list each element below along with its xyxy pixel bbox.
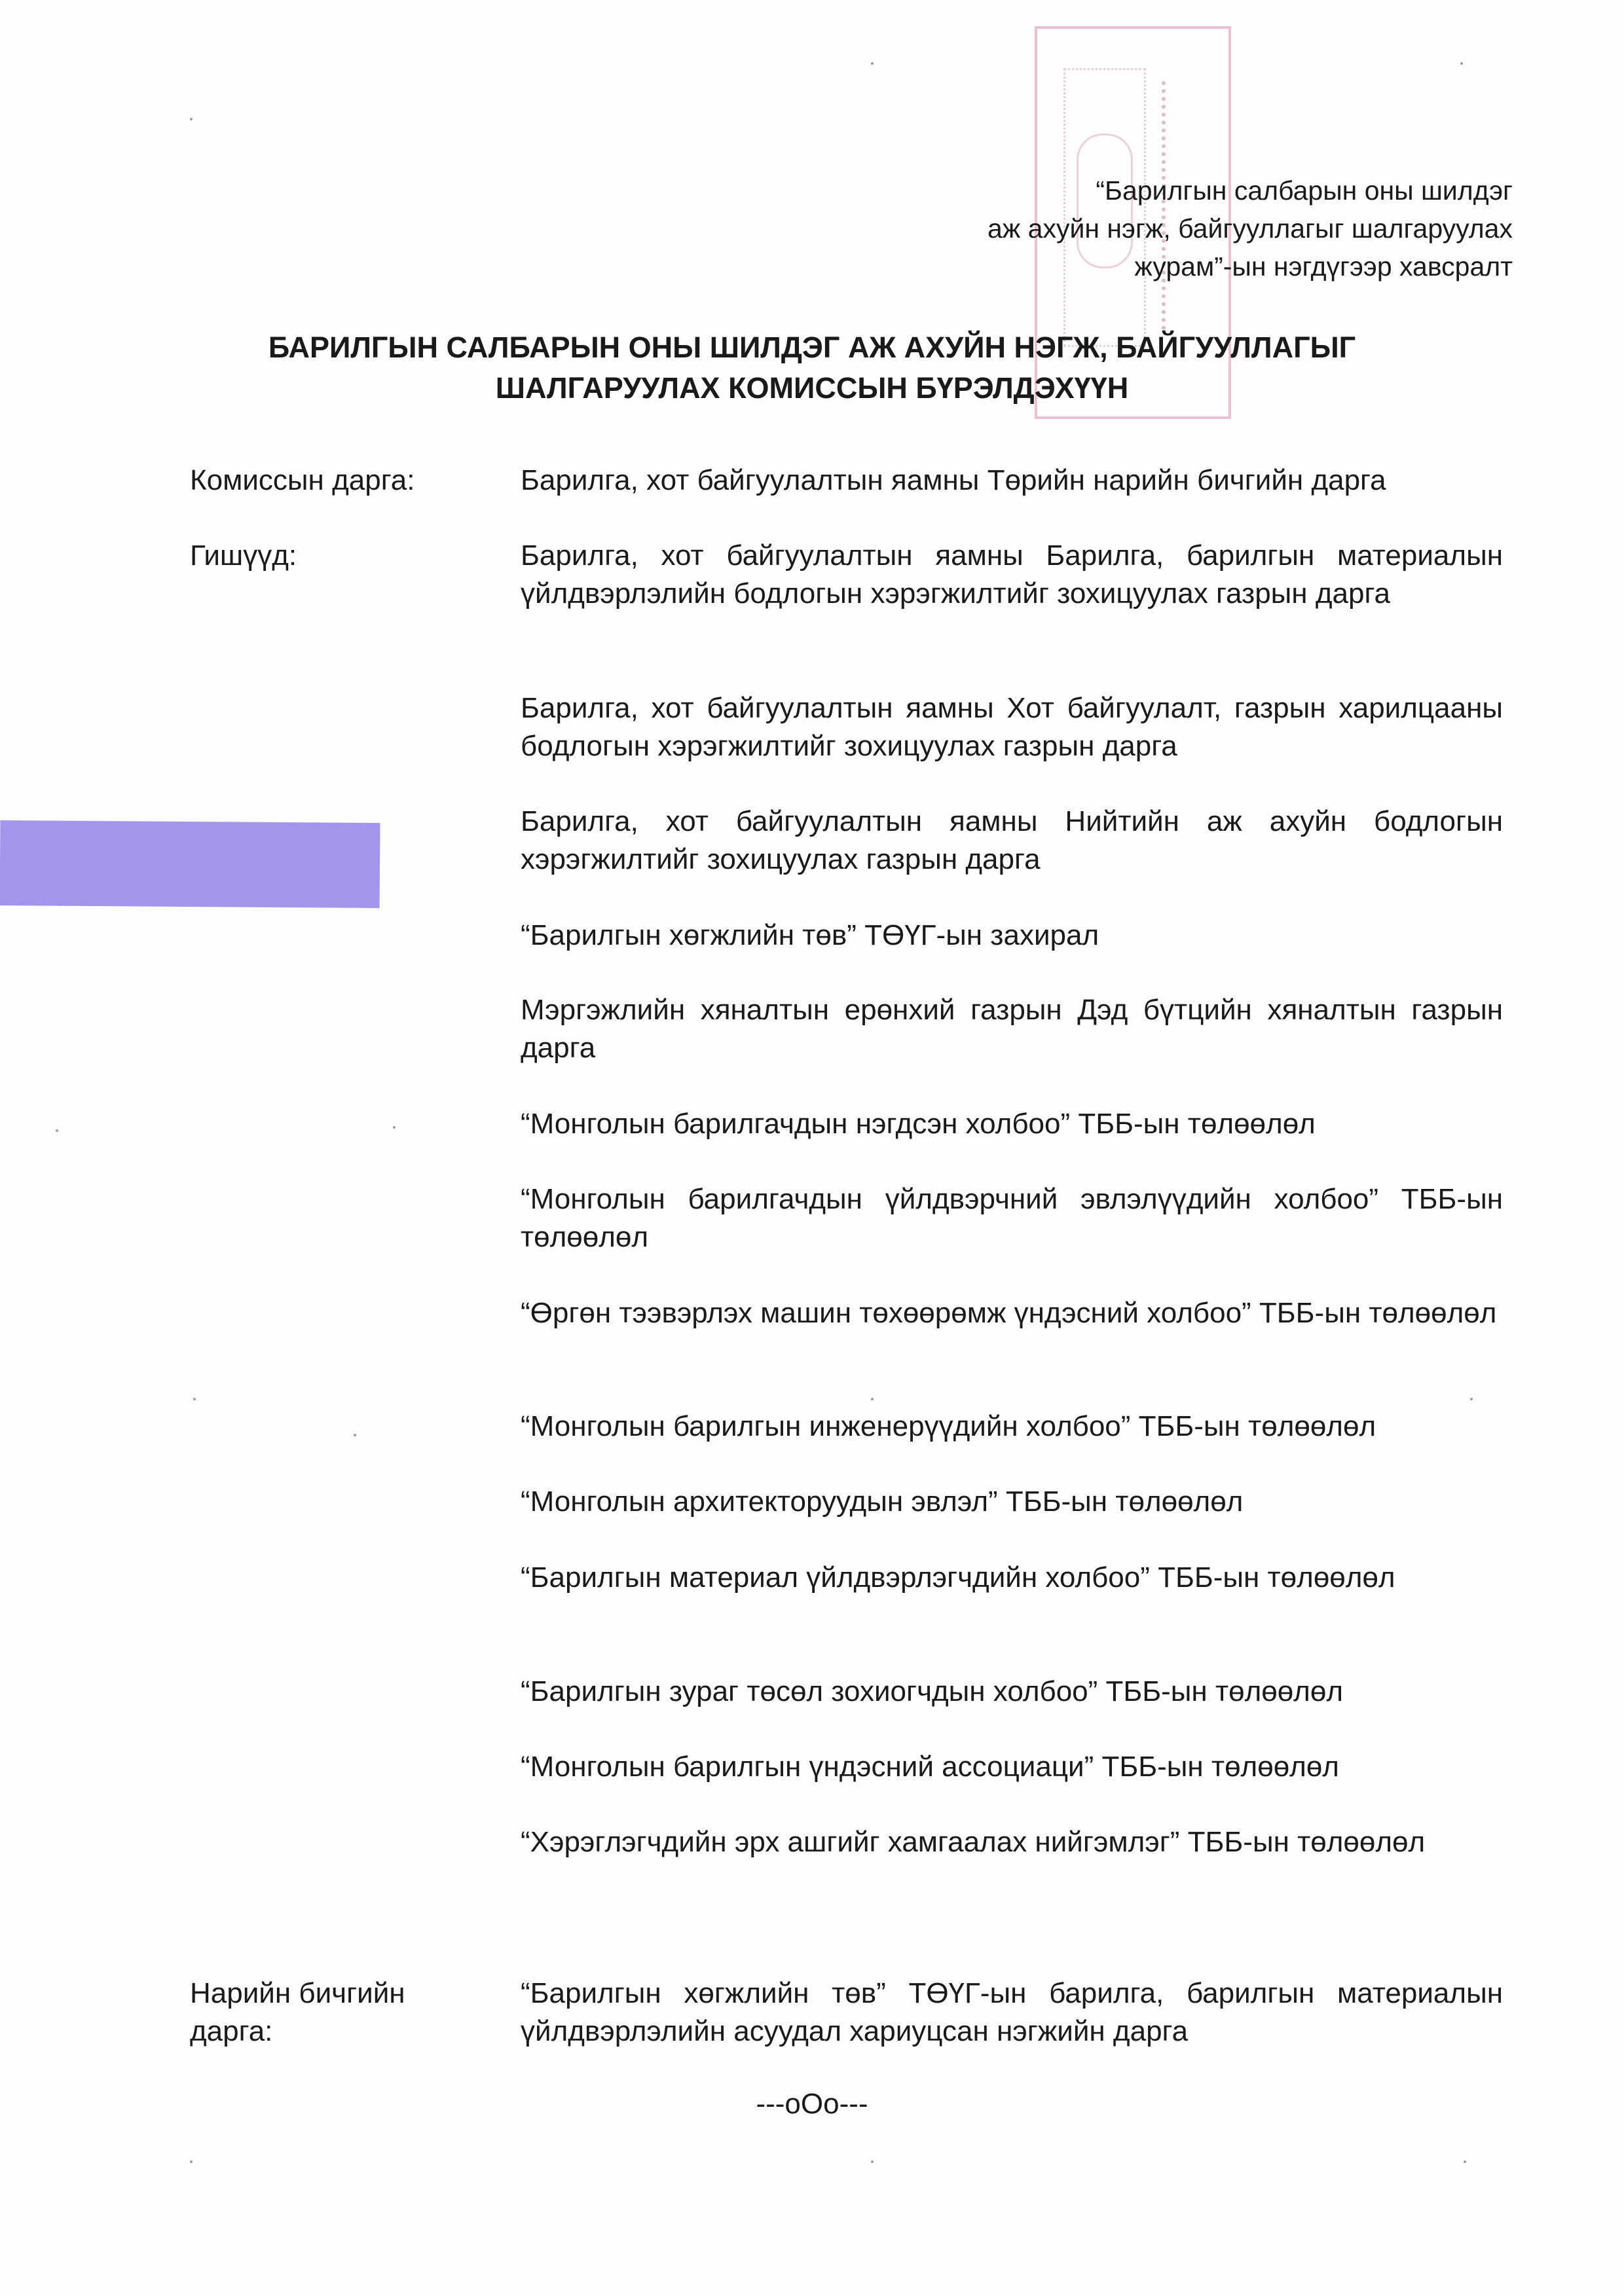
member-item: “Монголын архитекторуудын эвлэл” ТББ-ын төлөөлөл [521, 1485, 1244, 1518]
member-item: “Монголын барилгын инженерүүдийн холбоо” ТББ-ын төлөөлөл [521, 1410, 1376, 1442]
member-item: Барилга, хот байгуулалтын яамны Хот байгуулалт, газрын харилцааны бодлогын хэрэгжилтийг зохицуулах газрын дарга [521, 692, 1503, 762]
member-item: “Монголын барилгачдын нэгдсэн холбоо” ТББ-ын төлөөлөл [521, 1108, 1316, 1140]
scan-speck [1464, 2160, 1466, 2163]
annex-line-2: аж ахуйн нэгж, байгууллагыг шалгаруулах [987, 213, 1513, 244]
scan-speck [354, 1434, 356, 1436]
chair-text: Барилга, хот байгуулалтын яамны Төрийн нарийн бичгийн дарга [521, 464, 1386, 496]
member-item: “Барилгын хөгжлийн төв” ТӨҮГ-ын захирал [521, 919, 1099, 951]
annex-line-1: “Барилгын салбарын оны шилдэг [1096, 175, 1513, 206]
member-item: “Хэрэглэгчдийн эрх ашгийг хамгаалах нийгэмлэг” ТББ-ын төлөөлөл [521, 1826, 1426, 1858]
scan-speck [871, 62, 874, 65]
secretary-text: “Барилгын хөгжлийн төв” ТӨҮГ-ын барилга, барилгын материалын үйлдвэрлэлийн асуудал хариуцсан нэгжийн дарга [521, 1977, 1503, 2047]
end-separator: ---oOo--- [756, 2088, 868, 2120]
secretary-label: Нарийн бичгийн дарга: [190, 1977, 405, 2047]
member-item: “Монголын барилгачдын үйлдвэрчний эвлэлүүдийн холбоо” ТББ-ын төлөөлөл [521, 1183, 1503, 1253]
scan-speck [871, 1398, 874, 1400]
scan-speck [393, 1126, 396, 1129]
member-item: Мэргэжлийн хяналтын ерөнхий газрын Дэд бүтцийн хяналтын газрын дарга [521, 994, 1503, 1064]
document-title [196, 327, 1428, 409]
chair-label: Комиссын дарга: [190, 464, 415, 496]
member-item: Барилга, хот байгуулалтын яамны Нийтийн аж ахуйн бодлогын хэрэгжилтийг зохицуулах газрын дарга [521, 805, 1503, 875]
redaction-block [0, 820, 380, 908]
member-item: “Монголын барилгын үндэсний ассоциаци” ТББ-ын төлөөлөл [521, 1751, 1339, 1783]
member-item: “Барилгын зураг төсөл зохиогчдын холбоо” ТББ-ын төлөөлөл [521, 1675, 1343, 1707]
scan-speck [190, 2160, 193, 2163]
members-label: Гишүүд: [190, 539, 297, 572]
member-item: “Барилгын материал үйлдвэрлэгчдийн холбоо” ТББ-ын төлөөлөл [521, 1561, 1395, 1594]
annex-line-3: журам”-ын нэгдүгээр хавсралт [1134, 251, 1513, 282]
scan-speck [190, 118, 193, 120]
scan-speck [193, 1398, 196, 1400]
scan-speck [1470, 1398, 1473, 1400]
scan-speck [56, 1129, 58, 1132]
member-item: Барилга, хот байгуулалтын яамны Барилга, барилгын материалын үйлдвэрлэлийн бодлогын хэрэгжилтийг зохицуулах газрын дарга [521, 539, 1503, 610]
title-line-2: ШАЛГАРУУЛАХ КОМИССЫН БҮРЭЛДЭХҮҮН [495, 371, 1129, 405]
scan-speck [871, 2160, 874, 2163]
member-item: “Өргөн тээвэрлэх машин төхөөрөмж үндэсний холбоо” ТББ-ын төлөөлөл [521, 1297, 1497, 1329]
annex-reference [792, 172, 1513, 285]
title-line-1: БАРИЛГЫН САЛБАРЫН ОНЫ ШИЛДЭГ АЖ АХУЙН НЭГЖ, БАЙГУУЛЛАГЫГ [268, 331, 1356, 364]
scan-speck [1460, 62, 1463, 65]
